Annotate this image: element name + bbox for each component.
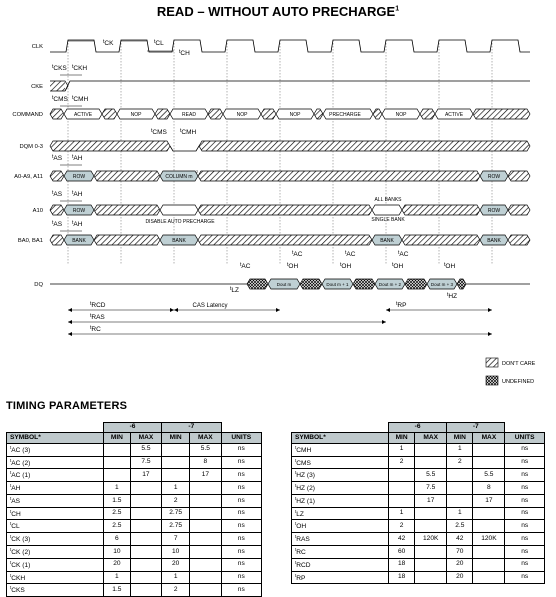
dq-undefined bbox=[457, 279, 466, 289]
max-cell bbox=[130, 571, 161, 584]
a10-dontcare bbox=[402, 205, 480, 215]
a0-a9-label: COLUMN m bbox=[165, 174, 193, 180]
min-cell bbox=[104, 469, 131, 482]
cke-dontcare bbox=[50, 81, 65, 91]
table-corner bbox=[292, 423, 389, 433]
speed-grade-header: -6 bbox=[389, 423, 447, 433]
min-cell: 2.75 bbox=[162, 520, 190, 533]
max-cell bbox=[190, 558, 221, 571]
max-cell bbox=[473, 507, 505, 520]
max-cell bbox=[130, 533, 161, 546]
min-cell: 6 bbox=[104, 533, 131, 546]
max-cell bbox=[415, 558, 447, 571]
a0-a9-label: ROW bbox=[72, 174, 86, 180]
max-cell: 120K bbox=[473, 533, 505, 546]
min-cell: 2 bbox=[389, 456, 415, 469]
units-cell: ns bbox=[221, 507, 261, 520]
max-cell: 5.5 bbox=[415, 469, 447, 482]
timing-tac: $^t$AC bbox=[240, 262, 251, 270]
min-cell bbox=[447, 494, 473, 507]
symbol-header: SYMBOL* bbox=[7, 433, 104, 443]
command-dontcare bbox=[155, 109, 170, 119]
a10-dontcare bbox=[50, 205, 64, 215]
symbol-cell: $^t$CKS bbox=[7, 584, 104, 597]
signal-label: BA0, BA1 bbox=[17, 238, 43, 244]
max-header: MAX bbox=[130, 433, 161, 443]
bank-label: BANK bbox=[380, 238, 394, 244]
min-cell: 1.5 bbox=[104, 494, 131, 507]
units-cell: ns bbox=[505, 456, 545, 469]
command-dontcare bbox=[208, 109, 223, 119]
min-cell: 42 bbox=[389, 533, 415, 546]
symbol-cell: $^t$CK (2) bbox=[7, 546, 104, 559]
max-cell: 17 bbox=[190, 469, 221, 482]
timing-tah: $^t$AH bbox=[72, 154, 83, 162]
dq-undefined bbox=[405, 279, 427, 289]
table-row bbox=[7, 571, 262, 584]
units-cell: ns bbox=[505, 494, 545, 507]
timing-trcd-label: $^t$RCD bbox=[90, 301, 106, 309]
a0-a9-note: 2 bbox=[195, 170, 199, 174]
timing-toh: $^t$OH bbox=[392, 262, 404, 270]
command-dontcare bbox=[314, 109, 323, 119]
legend-dontcare-label: DON'T CARE bbox=[502, 361, 536, 367]
min-cell: 7 bbox=[162, 533, 190, 546]
min-cell: 2 bbox=[389, 520, 415, 533]
table-row bbox=[7, 546, 262, 559]
max-cell bbox=[130, 482, 161, 495]
min-header: MIN bbox=[447, 433, 473, 443]
max-cell bbox=[130, 494, 161, 507]
min-cell: 1 bbox=[447, 443, 473, 456]
units-header: UNITS bbox=[505, 433, 545, 443]
timing-toh: $^t$OH bbox=[444, 262, 456, 270]
table-row bbox=[292, 520, 545, 533]
a10-dontcare bbox=[508, 205, 530, 215]
dq-data-label: Dout m bbox=[276, 282, 292, 287]
symbol-cell: $^t$AS bbox=[7, 494, 104, 507]
table-row bbox=[292, 546, 545, 559]
table-row bbox=[7, 533, 262, 546]
max-cell: 120K bbox=[415, 533, 447, 546]
symbol-cell: $^t$HZ (2) bbox=[292, 482, 389, 495]
bank-label: BANK bbox=[72, 238, 86, 244]
table-row bbox=[7, 482, 262, 495]
a10-note-disable-auto-precharge: DISABLE AUTO PRECHARGE bbox=[145, 219, 215, 225]
min-cell: 1 bbox=[389, 507, 415, 520]
dqm-dontcare bbox=[199, 141, 530, 151]
symbol-cell: $^t$CK (3) bbox=[7, 533, 104, 546]
a10-dontcare bbox=[94, 205, 160, 215]
table-row bbox=[292, 571, 545, 584]
timing-tlz: $^t$LZ bbox=[230, 286, 239, 294]
a10-note-all-banks: ALL BANKS bbox=[374, 197, 402, 203]
min-cell: 70 bbox=[447, 546, 473, 559]
units-cell: ns bbox=[221, 558, 261, 571]
max-cell: 17 bbox=[415, 494, 447, 507]
max-cell: 5.5 bbox=[130, 443, 161, 456]
command-label: NOP bbox=[395, 112, 407, 118]
min-cell: 1.5 bbox=[104, 584, 131, 597]
a10-dontcare bbox=[372, 205, 402, 215]
timing-trc-label: $^t$RC bbox=[90, 325, 101, 333]
max-cell bbox=[415, 443, 447, 456]
min-cell: 1 bbox=[447, 507, 473, 520]
min-cell: 1 bbox=[389, 443, 415, 456]
bank-dontcare bbox=[198, 235, 372, 245]
min-cell: 18 bbox=[389, 558, 415, 571]
symbol-cell: $^t$RCD bbox=[292, 558, 389, 571]
command-label: ACTIVE bbox=[73, 112, 93, 118]
signal-label: CKE bbox=[31, 84, 43, 90]
cke-waveform bbox=[65, 81, 530, 91]
symbol-cell: $^t$CKH bbox=[7, 571, 104, 584]
min-cell: 2.5 bbox=[104, 507, 131, 520]
max-cell bbox=[473, 571, 505, 584]
units-cell: ns bbox=[505, 546, 545, 559]
units-cell: ns bbox=[505, 558, 545, 571]
max-cell bbox=[130, 507, 161, 520]
max-cell bbox=[473, 520, 505, 533]
units-cell: ns bbox=[505, 469, 545, 482]
min-cell bbox=[389, 469, 415, 482]
timing-parameters-title: TIMING PARAMETERS bbox=[6, 400, 128, 412]
min-header: MIN bbox=[389, 433, 415, 443]
a10-dontcare bbox=[198, 205, 372, 215]
symbol-cell: $^t$RAS bbox=[292, 533, 389, 546]
symbol-cell: $^t$HZ (1) bbox=[292, 494, 389, 507]
dq-data-label: Dout m + 2 bbox=[378, 282, 402, 287]
legend-undefined-label: UNDEFINED bbox=[502, 379, 535, 385]
max-cell: 5.5 bbox=[190, 443, 221, 456]
dq-undefined bbox=[353, 279, 375, 289]
command-dontcare bbox=[261, 109, 276, 119]
max-cell bbox=[130, 546, 161, 559]
timing-thz: $^t$HZ bbox=[447, 292, 458, 300]
min-cell: 60 bbox=[389, 546, 415, 559]
symbol-cell: $^t$RC bbox=[292, 546, 389, 559]
bank-label: BANK bbox=[172, 238, 186, 244]
timing-tckh: $^t$CKH bbox=[72, 64, 88, 72]
min-cell bbox=[104, 456, 131, 469]
max-cell bbox=[473, 558, 505, 571]
symbol-cell: $^t$OH bbox=[292, 520, 389, 533]
symbol-header: SYMBOL* bbox=[292, 433, 389, 443]
units-cell: ns bbox=[221, 469, 261, 482]
units-cell: ns bbox=[505, 571, 545, 584]
min-cell: 20 bbox=[447, 571, 473, 584]
a10-label: ROW bbox=[487, 208, 501, 214]
timing-tas: $^t$AS bbox=[52, 154, 63, 162]
max-cell bbox=[130, 558, 161, 571]
units-cell: ns bbox=[221, 533, 261, 546]
timing-tras-label: $^t$RAS bbox=[90, 313, 105, 321]
max-cell: 7.5 bbox=[130, 456, 161, 469]
table-row bbox=[292, 558, 545, 571]
max-cell bbox=[415, 456, 447, 469]
bank-dontcare bbox=[508, 235, 530, 245]
min-cell bbox=[104, 443, 131, 456]
legend-dontcare-swatch bbox=[486, 358, 498, 367]
command-dontcare bbox=[373, 109, 382, 119]
min-cell bbox=[447, 482, 473, 495]
min-cell: 18 bbox=[389, 571, 415, 584]
signal-label: A0-A9, A11 bbox=[14, 174, 43, 180]
signal-label: DQ bbox=[34, 282, 43, 288]
dqm-dontcare bbox=[50, 141, 170, 151]
max-cell: 8 bbox=[190, 456, 221, 469]
max-cell bbox=[190, 507, 221, 520]
timing-cas-latency-label: CAS Latency bbox=[192, 303, 228, 309]
legend-undefined-swatch bbox=[486, 376, 498, 385]
min-cell bbox=[162, 443, 190, 456]
symbol-cell: $^t$AC (1) bbox=[7, 469, 104, 482]
timing-tac: $^t$AC bbox=[345, 250, 356, 258]
timing-tas-bank: $^t$AS bbox=[52, 220, 63, 228]
symbol-cell: $^t$LZ bbox=[292, 507, 389, 520]
timing-tah-bank: $^t$AH bbox=[72, 220, 83, 228]
units-cell: ns bbox=[221, 456, 261, 469]
min-cell bbox=[389, 482, 415, 495]
max-cell bbox=[473, 456, 505, 469]
command-dontcare bbox=[420, 109, 435, 119]
min-cell: 10 bbox=[162, 546, 190, 559]
symbol-cell: $^t$CMS bbox=[292, 456, 389, 469]
page-title: READ – WITHOUT AUTO PRECHARGE$^1$ bbox=[156, 4, 400, 19]
units-cell: ns bbox=[221, 571, 261, 584]
min-cell: 1 bbox=[162, 571, 190, 584]
max-cell: 17 bbox=[473, 494, 505, 507]
dq-data-label: Dout m + 1 bbox=[326, 282, 349, 287]
timing-toh: $^t$OH bbox=[340, 262, 352, 270]
min-cell: 42 bbox=[447, 533, 473, 546]
units-header: UNITS bbox=[221, 433, 261, 443]
timing-tac: $^t$AC bbox=[398, 250, 409, 258]
a0-a9-label: ROW bbox=[487, 174, 501, 180]
table-row bbox=[292, 456, 545, 469]
table-row bbox=[7, 443, 262, 456]
max-cell bbox=[473, 443, 505, 456]
a0-a9-dontcare bbox=[94, 171, 160, 181]
signal-label: COMMAND bbox=[12, 112, 43, 118]
speed-grade-header: -7 bbox=[162, 423, 221, 433]
min-cell: 2 bbox=[447, 456, 473, 469]
units-cell: ns bbox=[505, 507, 545, 520]
clk-waveform bbox=[50, 40, 530, 52]
min-cell: 20 bbox=[447, 558, 473, 571]
min-cell: 2 bbox=[162, 584, 190, 597]
command-label: ACTIVE bbox=[444, 112, 464, 118]
timing-tcmh-dqm: $^t$CMH bbox=[180, 128, 197, 136]
command-label: NOP bbox=[236, 112, 248, 118]
min-cell: 2.5 bbox=[447, 520, 473, 533]
table-row bbox=[292, 494, 545, 507]
symbol-cell: $^t$AC (3) bbox=[7, 443, 104, 456]
min-cell: 1 bbox=[162, 482, 190, 495]
min-cell: 1 bbox=[104, 571, 131, 584]
table-corner bbox=[7, 423, 104, 433]
symbol-cell: $^t$CH bbox=[7, 507, 104, 520]
max-cell bbox=[190, 533, 221, 546]
speed-grade-header: -7 bbox=[447, 423, 505, 433]
max-cell bbox=[473, 546, 505, 559]
dqm-low bbox=[170, 146, 199, 151]
table-row bbox=[7, 520, 262, 533]
timing-trp-label: $^t$RP bbox=[396, 301, 407, 309]
max-cell: 17 bbox=[130, 469, 161, 482]
timing-tch: $^t$CH bbox=[179, 49, 190, 57]
min-header: MIN bbox=[104, 433, 131, 443]
min-cell bbox=[162, 469, 190, 482]
min-cell: 1 bbox=[104, 482, 131, 495]
timing-tcks: $^t$CKS bbox=[52, 64, 67, 72]
symbol-cell: $^t$AH bbox=[7, 482, 104, 495]
symbol-cell: $^t$CMH bbox=[292, 443, 389, 456]
max-cell bbox=[190, 571, 221, 584]
timing-tcl: $^t$CL bbox=[154, 39, 164, 47]
max-header: MAX bbox=[415, 433, 447, 443]
command-label: PRECHARGE bbox=[329, 112, 361, 118]
speed-grade-header: -6 bbox=[104, 423, 162, 433]
table-row bbox=[292, 507, 545, 520]
timing-tck: $^t$CK bbox=[103, 39, 114, 47]
a0-a9-dontcare bbox=[195, 170, 480, 181]
max-cell: 5.5 bbox=[473, 469, 505, 482]
a0-a9-dontcare bbox=[508, 171, 530, 181]
symbol-cell: $^t$AC (2) bbox=[7, 456, 104, 469]
max-cell bbox=[415, 520, 447, 533]
max-cell bbox=[415, 546, 447, 559]
units-cell: ns bbox=[221, 584, 261, 597]
table-row bbox=[7, 469, 262, 482]
max-cell: 7.5 bbox=[415, 482, 447, 495]
signal-label: CLK bbox=[31, 44, 43, 50]
dq-undefined bbox=[247, 279, 268, 289]
max-cell bbox=[190, 520, 221, 533]
symbol-cell: $^t$CL bbox=[7, 520, 104, 533]
timing-table-left bbox=[6, 422, 262, 597]
min-cell: 20 bbox=[162, 558, 190, 571]
bank-dontcare bbox=[94, 235, 160, 245]
min-cell: 2.75 bbox=[162, 507, 190, 520]
table-row bbox=[292, 482, 545, 495]
timing-tcms-dqm: $^t$CMS bbox=[151, 128, 167, 136]
a10-label: ROW bbox=[72, 208, 86, 214]
timing-table-right bbox=[291, 422, 545, 584]
units-cell: ns bbox=[505, 482, 545, 495]
signal-label: A10 bbox=[32, 208, 43, 214]
symbol-cell: $^t$RP bbox=[292, 571, 389, 584]
units-cell: ns bbox=[505, 443, 545, 456]
max-cell bbox=[130, 520, 161, 533]
min-cell bbox=[389, 494, 415, 507]
command-dontcare bbox=[473, 109, 530, 119]
command-dontcare bbox=[50, 109, 64, 119]
min-cell: 20 bbox=[104, 558, 131, 571]
units-cell: ns bbox=[221, 443, 261, 456]
max-cell bbox=[190, 546, 221, 559]
timing-tah-a10: $^t$AH bbox=[72, 190, 83, 198]
bank-dontcare bbox=[402, 235, 480, 245]
min-cell bbox=[162, 456, 190, 469]
units-cell: ns bbox=[221, 494, 261, 507]
max-cell bbox=[415, 571, 447, 584]
max-header: MAX bbox=[473, 433, 505, 443]
units-cell: ns bbox=[505, 520, 545, 533]
max-cell bbox=[190, 482, 221, 495]
units-cell: ns bbox=[505, 533, 545, 546]
max-cell bbox=[190, 494, 221, 507]
table-row bbox=[7, 456, 262, 469]
dq-undefined bbox=[300, 279, 322, 289]
bank-label: BANK bbox=[487, 238, 501, 244]
a0-a9-dontcare bbox=[50, 171, 64, 181]
table-row bbox=[7, 494, 262, 507]
dq-data-label: Dout m + 3 bbox=[430, 282, 454, 287]
timing-tcms: $^t$CMS bbox=[52, 95, 68, 103]
units-cell: ns bbox=[221, 482, 261, 495]
command-label: READ bbox=[182, 112, 196, 118]
min-cell bbox=[447, 469, 473, 482]
a10-dontcare bbox=[160, 205, 198, 215]
command-label: NOP bbox=[289, 112, 301, 118]
symbol-cell: $^t$HZ (3) bbox=[292, 469, 389, 482]
units-cell: ns bbox=[221, 546, 261, 559]
table-row bbox=[292, 469, 545, 482]
command-dontcare bbox=[102, 109, 117, 119]
timing-tac: $^t$AC bbox=[292, 250, 303, 258]
timing-toh: $^t$OH bbox=[287, 262, 299, 270]
table-row bbox=[292, 533, 545, 546]
max-header: MAX bbox=[190, 433, 221, 443]
command-label: NOP bbox=[130, 112, 142, 118]
max-cell: 8 bbox=[473, 482, 505, 495]
timing-tcmh: $^t$CMH bbox=[72, 95, 89, 103]
timing-tas-a10: $^t$AS bbox=[52, 190, 63, 198]
units-cell: ns bbox=[221, 520, 261, 533]
symbol-cell: $^t$CK (1) bbox=[7, 558, 104, 571]
min-cell: 2 bbox=[162, 494, 190, 507]
bank-dontcare bbox=[50, 235, 64, 245]
min-header: MIN bbox=[162, 433, 190, 443]
min-cell: 10 bbox=[104, 546, 131, 559]
table-row bbox=[7, 558, 262, 571]
table-row bbox=[7, 507, 262, 520]
signal-label: DQM 0-3 bbox=[19, 144, 43, 150]
min-cell: 2.5 bbox=[104, 520, 131, 533]
table-row bbox=[292, 443, 545, 456]
a10-note-single-bank: SINGLE BANK bbox=[371, 217, 405, 223]
max-cell bbox=[415, 507, 447, 520]
